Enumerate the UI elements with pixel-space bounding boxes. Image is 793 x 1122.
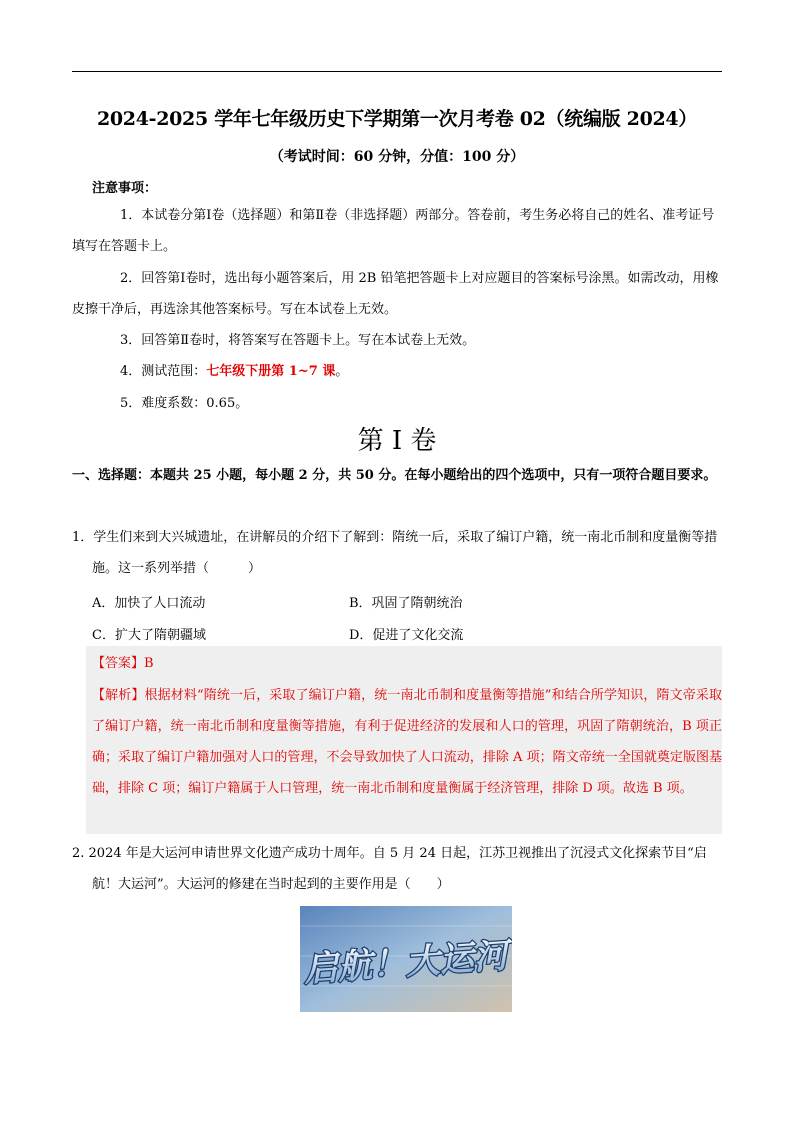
- question-1-stem: 1．学生们来到大兴城遗址，在讲解员的介绍下了解到：隋统一后，采取了编订户籍，统一南北币制和度量衡等措施。这一系列举措（ ）: [72, 530, 718, 576]
- notice-item-4: [120, 356, 348, 387]
- exam-subtitle: （考试时间：60 分钟，分值：100 分）: [269, 149, 525, 165]
- question-1-analysis: 【解析】根据材料“隋统一后，采取了编订户籍，统一南北币制和度量衡等措施”和结合所学知识，隋文帝采取了编订户籍，统一南北币制和度量衡等措施，有利于促进经济的发展和人口的管理，巩固了隋朝统治，B 项正确；采取了编订户籍加强对人口的管理，不会导致加快了人口流动，排除 A 项；隋文帝统一全国就奠定版图基础，排除 C 项；编订户籍属于人口管理，统一南北币制和度量衡属于经济管理，排除 D 项。故选 B 项。: [92, 688, 722, 796]
- question-1-option-d: D．促进了文化交流: [349, 628, 464, 643]
- notice-item-4-suffix: 。: [335, 364, 349, 379]
- question-1-answer: 【答案】B: [92, 656, 154, 671]
- notice-item-5: 5．难度系数：0.65。: [120, 396, 249, 411]
- question-1-option-c: C．扩大了隋朝疆域: [92, 628, 206, 643]
- program-logo-image: [300, 906, 512, 1012]
- exam-title: 2024-2025 学年七年级历史下学期第一次月考卷 02（统编版 2024）: [96, 108, 698, 130]
- test-scope-highlight: 七年级下册第 1~7 课: [206, 364, 336, 379]
- volume-title: 第 Ⅰ 卷: [357, 426, 437, 456]
- notice-item-3: 3．回答第Ⅱ卷时，将答案写在答题卡上。写在本试卷上无效。: [120, 333, 476, 348]
- notice-item-4-prefix: 4．测试范围：: [120, 364, 207, 379]
- notice-heading: 注意事项：: [92, 181, 158, 196]
- program-logo-text: 启航！大运河: [302, 935, 509, 991]
- section-heading: 一、选择题：本题共 25 小题，每小题 2 分，共 50 分。在每小题给出的四个选项中，只有一项符合题目要求。: [72, 468, 717, 483]
- notice-item-2: 2．回答第Ⅰ卷时，选出每小题答案后，用 2B 铅笔把答题卡上对应题目的答案标号涂黑。如需改动，用橡皮擦干净后，再选涂其他答案标号。写在本试卷上无效。: [72, 271, 719, 317]
- header-rule: [72, 71, 722, 72]
- question-1-option-a: A．加快了人口流动: [92, 596, 206, 611]
- notice-item-1: 1．本试卷分第Ⅰ卷（选择题）和第Ⅱ卷（非选择题）两部分。答卷前，考生务必将自己的姓名、准考证号填写在答题卡上。: [72, 208, 715, 254]
- question-1-option-b: B．巩固了隋朝统治: [349, 596, 463, 611]
- question-2-stem: 2. 2024 年是大运河申请世界文化遗产成功十周年。自 5 月 24 日起，江苏卫视推出了沉浸式文化探索节目“启航！大运河”。大运河的修建在当时起到的主要作用是（ ）: [72, 846, 707, 892]
